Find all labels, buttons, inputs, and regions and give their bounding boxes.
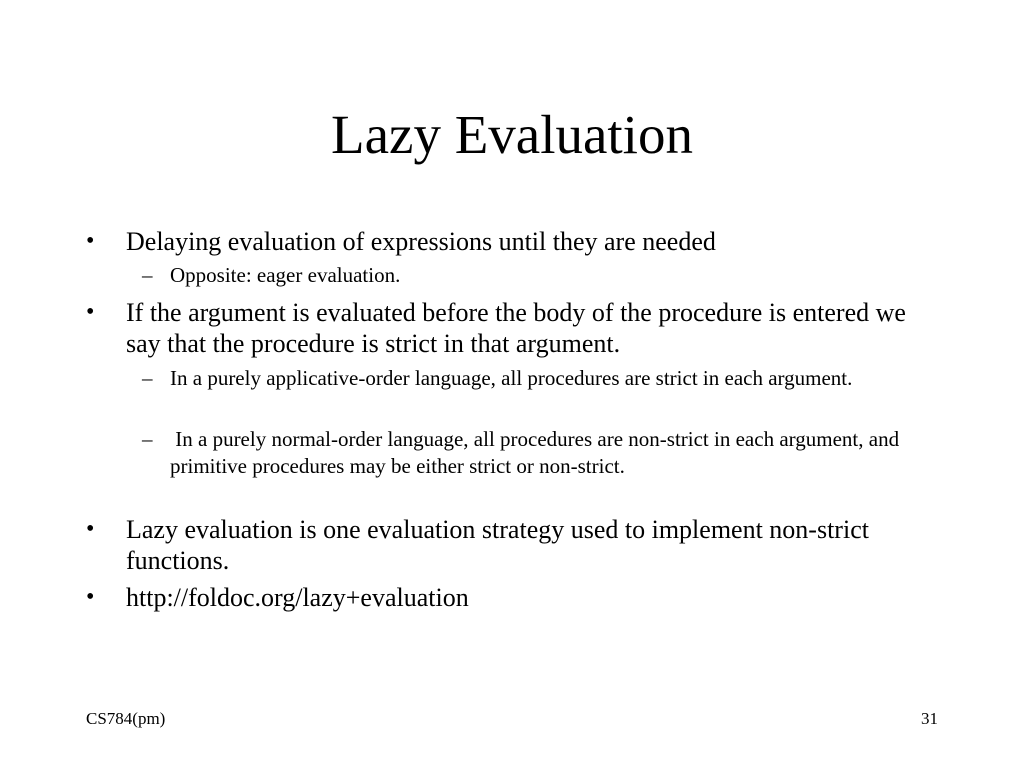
bullet-item (86, 514, 936, 576)
sub-bullet-text: In a purely normal-order language, all procedures are non-strict in each argument, and primitive procedures may be either strict or non-strict. (170, 427, 905, 478)
dash-marker: – (142, 366, 153, 390)
sub-bullet-item (142, 426, 940, 480)
bullet-text: If the argument is evaluated before the body of the procedure is entered we say that the procedure is strict in that argument. (126, 298, 906, 358)
bullet-item (86, 226, 936, 257)
sub-bullet-item (142, 262, 940, 289)
footer-page-number: 31 (921, 709, 938, 728)
sub-bullet-text: In a purely applicative-order language, all procedures are strict in each argument. (170, 366, 853, 390)
bullet-text: Delaying evaluation of expressions until they are needed (126, 227, 716, 256)
sub-bullet-item (142, 365, 940, 392)
bullet-text: Lazy evaluation is one evaluation strategy used to implement non-strict functions. (126, 515, 869, 575)
bullet-marker: • (86, 228, 95, 254)
bullet-marker: • (86, 516, 95, 542)
bullet-marker: • (86, 584, 95, 610)
slide-title: Lazy Evaluation (331, 104, 693, 165)
dash-marker: – (142, 427, 153, 451)
bullet-link-text: http://foldoc.org/lazy+evaluation (126, 583, 469, 612)
sub-bullet-text: Opposite: eager evaluation. (170, 263, 401, 287)
footer-course: CS784(pm) (86, 709, 166, 728)
bullet-marker: • (86, 299, 95, 325)
bullet-item (86, 582, 936, 613)
dash-marker: – (142, 263, 153, 287)
bullet-item (86, 297, 936, 359)
